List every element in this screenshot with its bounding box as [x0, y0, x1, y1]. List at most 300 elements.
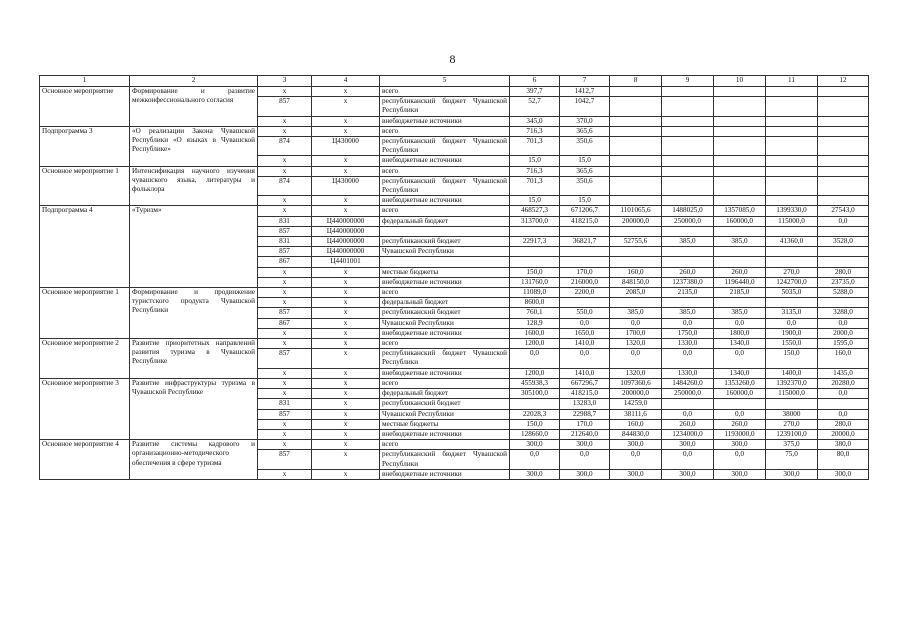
table-cell: x [312, 288, 380, 298]
funding-source: федеральный бюджет [380, 389, 510, 399]
table-cell: x [312, 349, 380, 368]
table-cell: 0,0 [714, 318, 766, 328]
table-cell: 23735,0 [818, 277, 869, 287]
table-cell: Ц440000000 [312, 226, 380, 236]
table-cell: 75,0 [766, 450, 818, 469]
table-cell: 365,6 [560, 126, 610, 136]
table-cell: 250000,0 [662, 216, 714, 226]
table-cell: 2185,0 [714, 288, 766, 298]
funding-source: внебюджетные источники [380, 277, 510, 287]
table-cell: 350,6 [560, 176, 610, 195]
table-cell: x [312, 206, 380, 216]
column-header: 2 [130, 76, 258, 87]
table-cell: 14259,0 [610, 399, 662, 409]
table-cell [714, 298, 766, 308]
table-cell: 128660,0 [510, 429, 560, 439]
table-cell: 468527,3 [510, 206, 560, 216]
table-cell: 370,0 [560, 116, 610, 126]
table-cell [560, 257, 610, 267]
table-cell: 1750,0 [662, 328, 714, 338]
row-title: Основное мероприятие 2 [40, 339, 130, 379]
table-cell: x [312, 298, 380, 308]
table-cell [714, 137, 766, 156]
table-cell: Ц430000 [312, 176, 380, 195]
funding-source [380, 257, 510, 267]
table-cell: 1237380,0 [662, 277, 714, 287]
table-cell: 1097360,6 [610, 378, 662, 388]
table-cell: x [312, 328, 380, 338]
table-cell: 0,0 [766, 318, 818, 328]
table-cell [818, 399, 869, 409]
table-cell: 0,0 [610, 318, 662, 328]
table-cell: 831 [258, 399, 312, 409]
table-cell [818, 87, 869, 97]
table-cell: x [258, 368, 312, 378]
table-cell: 13283,0 [560, 399, 610, 409]
table-cell: 280,0 [818, 267, 869, 277]
table-cell [714, 116, 766, 126]
table-cell: 1600,0 [510, 328, 560, 338]
table-cell: 1239100,0 [766, 429, 818, 439]
table-cell: 300,0 [610, 469, 662, 479]
table-cell: 0,0 [714, 409, 766, 419]
table-cell [766, 97, 818, 116]
funding-source: республиканский бюджет [380, 237, 510, 247]
table-cell: 20000,0 [818, 429, 869, 439]
table-cell: 3288,0 [818, 308, 869, 318]
table-cell: Ц4401001 [312, 257, 380, 267]
table-cell [662, 247, 714, 257]
column-header: 6 [510, 76, 560, 87]
table-cell: 0,0 [560, 349, 610, 368]
table-cell: 1353260,0 [714, 378, 766, 388]
table-cell [818, 116, 869, 126]
row-description: Развитие приоритетных направлений развития туризма в Чувашской Республике [130, 339, 258, 379]
funding-source: всего [380, 288, 510, 298]
funding-source: республиканский бюджет [380, 399, 510, 409]
page-number: 8 [449, 52, 456, 66]
table-cell: x [258, 429, 312, 439]
funding-source: внебюджетные источники [380, 429, 510, 439]
table-cell [662, 196, 714, 206]
table-cell [610, 87, 662, 97]
table-cell: 1700,0 [610, 328, 662, 338]
funding-source: республиканский бюджет Чувашской Республики [380, 97, 510, 116]
table-cell [766, 126, 818, 136]
header-row [40, 76, 869, 87]
table-cell: x [312, 87, 380, 97]
table-cell: x [312, 196, 380, 206]
table-cell: 0,0 [714, 450, 766, 469]
table-cell: 1234000,0 [662, 429, 714, 439]
table-cell: 300,0 [714, 469, 766, 479]
table-cell: x [312, 409, 380, 419]
table-cell [662, 137, 714, 156]
table-cell: 0,0 [714, 349, 766, 368]
table-cell: x [258, 206, 312, 216]
table-cell: 300,0 [510, 469, 560, 479]
table-cell: 0,0 [610, 349, 662, 368]
funding-source: всего [380, 126, 510, 136]
table-cell [662, 166, 714, 176]
table-cell: 131760,0 [510, 277, 560, 287]
funding-source: Чувашской Республики [380, 318, 510, 328]
funding-source: всего [380, 440, 510, 450]
funding-source: местные бюджеты [380, 267, 510, 277]
table-cell: 0,0 [560, 450, 610, 469]
budget-table [39, 75, 869, 480]
table-cell [714, 87, 766, 97]
table-cell: 1320,0 [610, 339, 662, 349]
table-cell: 0,0 [818, 216, 869, 226]
table-cell [818, 196, 869, 206]
funding-source: всего [380, 206, 510, 216]
table-cell: x [312, 126, 380, 136]
table-cell: x [258, 440, 312, 450]
table-cell: 52755,6 [610, 237, 662, 247]
table-cell: 857 [258, 349, 312, 368]
table-cell [818, 166, 869, 176]
table-cell: x [312, 318, 380, 328]
table-cell: 385,0 [662, 237, 714, 247]
table-cell: 1330,0 [662, 368, 714, 378]
table-cell: 1101065,6 [610, 206, 662, 216]
table-cell [560, 247, 610, 257]
table-cell: 1200,0 [510, 339, 560, 349]
table-cell: 760,1 [510, 308, 560, 318]
table-cell: 200000,0 [610, 216, 662, 226]
funding-source: внебюджетные источники [380, 469, 510, 479]
table-cell: 128,9 [510, 318, 560, 328]
table-cell: 150,0 [510, 267, 560, 277]
table-cell: 1193000,0 [714, 429, 766, 439]
table-cell: 300,0 [766, 469, 818, 479]
table-cell: 1410,0 [560, 339, 610, 349]
table-cell: 20280,0 [818, 378, 869, 388]
table-cell: x [312, 399, 380, 409]
table-cell: 418215,0 [560, 216, 610, 226]
table-cell: 8600,0 [510, 298, 560, 308]
table-cell: x [312, 156, 380, 166]
table-cell: 550,0 [560, 308, 610, 318]
table-cell: 200000,0 [610, 389, 662, 399]
table-cell: 150,0 [766, 349, 818, 368]
table-cell: 216000,0 [560, 277, 610, 287]
table-cell: x [312, 389, 380, 399]
table-cell: Ц440000000 [312, 247, 380, 257]
table-cell: Ц440000000 [312, 216, 380, 226]
funding-source: всего [380, 378, 510, 388]
table-cell: 867 [258, 318, 312, 328]
table-cell [818, 226, 869, 236]
table-cell: 300,0 [714, 440, 766, 450]
table-cell: 15,0 [560, 156, 610, 166]
table-cell: 380,0 [818, 440, 869, 450]
row-description: Формирование и развитие межконфессионального согласия [130, 87, 258, 127]
table-cell [662, 116, 714, 126]
funding-source: всего [380, 166, 510, 176]
funding-source: республиканский бюджет Чувашской Республики [380, 176, 510, 195]
table-cell: 5035,0 [766, 288, 818, 298]
table-cell: 36821,7 [560, 237, 610, 247]
table-cell: 5288,0 [818, 288, 869, 298]
table-row [40, 166, 869, 176]
table-cell [818, 176, 869, 195]
table-cell: 1340,0 [714, 368, 766, 378]
table-cell: x [312, 440, 380, 450]
table-cell: 270,0 [766, 267, 818, 277]
table-cell: 300,0 [510, 440, 560, 450]
column-header: 10 [714, 76, 766, 87]
table-cell: 0,0 [662, 349, 714, 368]
row-title: Основное мероприятие 1 [40, 166, 130, 206]
table-cell: 3135,0 [766, 308, 818, 318]
table-cell [510, 399, 560, 409]
row-description: Развитие инфраструктуры туризма в Чувашской Республике [130, 378, 258, 439]
table-cell [818, 247, 869, 257]
table-cell: 170,0 [560, 419, 610, 429]
table-cell: 38000 [766, 409, 818, 419]
column-header: 9 [662, 76, 714, 87]
table-cell [818, 257, 869, 267]
row-title: Подпрограмма 3 [40, 126, 130, 166]
table-cell: 250000,0 [662, 389, 714, 399]
funding-source: республиканский бюджет Чувашской Республики [380, 450, 510, 469]
funding-source: Чувашской Республики [380, 247, 510, 257]
table-cell: 418215,0 [560, 389, 610, 399]
table-cell [610, 116, 662, 126]
table-cell: x [258, 339, 312, 349]
table-cell: 844830,0 [610, 429, 662, 439]
table-cell: 1550,0 [766, 339, 818, 349]
table-cell: 270,0 [766, 419, 818, 429]
row-title: Основное мероприятие [40, 87, 130, 127]
table-cell [714, 226, 766, 236]
table-cell: 1357085,0 [714, 206, 766, 216]
table-cell: x [258, 156, 312, 166]
table-row [40, 206, 869, 216]
table-cell: 0,0 [818, 318, 869, 328]
table-cell: 260,0 [662, 267, 714, 277]
table-cell: 345,0 [510, 116, 560, 126]
table-cell: 0,0 [818, 409, 869, 419]
table-row [40, 339, 869, 349]
table-cell: 831 [258, 216, 312, 226]
table-cell [662, 97, 714, 116]
table-cell: 1330,0 [662, 339, 714, 349]
table-cell: x [312, 368, 380, 378]
table-cell: 27543,0 [818, 206, 869, 216]
table-cell: 300,0 [662, 469, 714, 479]
table-cell [610, 166, 662, 176]
funding-source: внебюджетные источники [380, 328, 510, 338]
table-cell [766, 137, 818, 156]
table-cell [766, 156, 818, 166]
table-cell [662, 298, 714, 308]
table-cell: 857 [258, 247, 312, 257]
funding-source: Чувашской Республики [380, 409, 510, 419]
table-cell [610, 257, 662, 267]
column-header: 8 [610, 76, 662, 87]
column-header: 11 [766, 76, 818, 87]
funding-source: республиканский бюджет [380, 308, 510, 318]
table-cell: 667296,7 [560, 378, 610, 388]
table-cell: x [258, 87, 312, 97]
table-cell: 701,3 [510, 137, 560, 156]
table-cell: 2085,0 [610, 288, 662, 298]
table-cell: 260,0 [714, 419, 766, 429]
table-cell [610, 226, 662, 236]
funding-source: внебюджетные источники [380, 368, 510, 378]
table-row [40, 440, 869, 450]
table-cell: 2135,0 [662, 288, 714, 298]
table-cell: 0,0 [662, 318, 714, 328]
funding-source: республиканский бюджет Чувашской Республики [380, 137, 510, 156]
table-cell: 0,0 [560, 318, 610, 328]
table-cell: x [258, 267, 312, 277]
table-cell: 160,0 [610, 267, 662, 277]
funding-source: внебюджетные источники [380, 156, 510, 166]
table-cell [766, 196, 818, 206]
table-cell [714, 196, 766, 206]
table-cell: 2200,0 [560, 288, 610, 298]
table-cell: 385,0 [662, 308, 714, 318]
funding-source: федеральный бюджет [380, 216, 510, 226]
table-cell [560, 298, 610, 308]
table-cell [818, 137, 869, 156]
table-cell: 313700,0 [510, 216, 560, 226]
table-cell: x [312, 267, 380, 277]
table-cell [662, 226, 714, 236]
funding-source: внебюджетные источники [380, 116, 510, 126]
table-cell: 375,0 [766, 440, 818, 450]
column-header: 4 [312, 76, 380, 87]
row-description: «О реализации Закона Чувашской Республики «О языках в Чувашской Республике» [130, 126, 258, 166]
table-cell: 701,3 [510, 176, 560, 195]
table-cell: 80,0 [818, 450, 869, 469]
table-cell: x [258, 116, 312, 126]
table-cell: 1400,0 [766, 368, 818, 378]
row-title: Основное мероприятие 4 [40, 440, 130, 480]
table-cell [560, 226, 610, 236]
table-cell [610, 126, 662, 136]
table-cell: 848150,0 [610, 277, 662, 287]
table-cell: 1650,0 [560, 328, 610, 338]
table-cell: 455938,3 [510, 378, 560, 388]
table-cell: 160,0 [610, 419, 662, 429]
table-cell: 385,0 [610, 308, 662, 318]
funding-source: всего [380, 339, 510, 349]
table-cell: 0,0 [818, 389, 869, 399]
table-cell: 385,0 [714, 237, 766, 247]
funding-source [380, 226, 510, 236]
table-cell [714, 399, 766, 409]
table-row [40, 288, 869, 298]
table-cell [766, 116, 818, 126]
table-cell: x [258, 469, 312, 479]
table-cell: 52,7 [510, 97, 560, 116]
table-cell: 300,0 [662, 440, 714, 450]
table-cell [818, 126, 869, 136]
column-header: 5 [380, 76, 510, 87]
table-row [40, 87, 869, 97]
table-cell [610, 247, 662, 257]
table-row [40, 378, 869, 388]
table-cell: 22917,3 [510, 237, 560, 247]
table-cell: x [312, 378, 380, 388]
table-cell: 300,0 [560, 440, 610, 450]
table-cell [766, 399, 818, 409]
table-cell: 831 [258, 237, 312, 247]
table-cell [766, 257, 818, 267]
table-cell: Ц430000 [312, 137, 380, 156]
table-cell [714, 257, 766, 267]
table-cell: 150,0 [510, 419, 560, 429]
table-cell: 0,0 [662, 450, 714, 469]
table-cell [510, 257, 560, 267]
table-cell: 1399330,0 [766, 206, 818, 216]
table-cell: 11089,0 [510, 288, 560, 298]
table-cell [714, 166, 766, 176]
table-cell [818, 97, 869, 116]
table-row [40, 126, 869, 136]
row-description: Формирование и продвижение туристского продукта Чувашской Республики [130, 288, 258, 339]
table-cell [510, 247, 560, 257]
table-cell: x [312, 308, 380, 318]
table-cell: x [258, 196, 312, 206]
table-cell: 1412,7 [560, 87, 610, 97]
table-cell: 365,6 [560, 166, 610, 176]
table-cell [766, 247, 818, 257]
table-cell: 716,3 [510, 126, 560, 136]
table-cell: 1392370,0 [766, 378, 818, 388]
table-cell: 212640,0 [560, 429, 610, 439]
table-cell: x [258, 328, 312, 338]
funding-source: федеральный бюджет [380, 298, 510, 308]
column-header: 7 [560, 76, 610, 87]
table-cell: 300,0 [610, 440, 662, 450]
table-cell: 867 [258, 257, 312, 267]
table-cell: 1340,0 [714, 339, 766, 349]
table-cell: 41360,0 [766, 237, 818, 247]
row-title: Подпрограмма 4 [40, 206, 130, 288]
table-cell [714, 97, 766, 116]
table-cell: x [312, 116, 380, 126]
funding-source: всего [380, 87, 510, 97]
column-header: 3 [258, 76, 312, 87]
table-cell [766, 298, 818, 308]
row-title: Основное мероприятие 3 [40, 378, 130, 439]
table-cell: x [258, 298, 312, 308]
table-cell [662, 87, 714, 97]
table-cell: 38111,6 [610, 409, 662, 419]
table-cell: 280,0 [818, 419, 869, 429]
table-cell [610, 137, 662, 156]
table-cell: 671206,7 [560, 206, 610, 216]
table-cell: Ц440000000 [312, 237, 380, 247]
table-cell: 300,0 [818, 469, 869, 479]
table-cell: 857 [258, 97, 312, 116]
table-cell: x [312, 469, 380, 479]
table-cell: 160000,0 [714, 216, 766, 226]
table-cell [610, 176, 662, 195]
table-cell: 385,0 [714, 308, 766, 318]
table-cell: 260,0 [662, 419, 714, 429]
table-cell: 115000,0 [766, 216, 818, 226]
funding-source: местные бюджеты [380, 419, 510, 429]
table-cell: x [312, 339, 380, 349]
row-description: Интенсификация научного изучения чувашского языка, литературы и фольклора [130, 166, 258, 206]
